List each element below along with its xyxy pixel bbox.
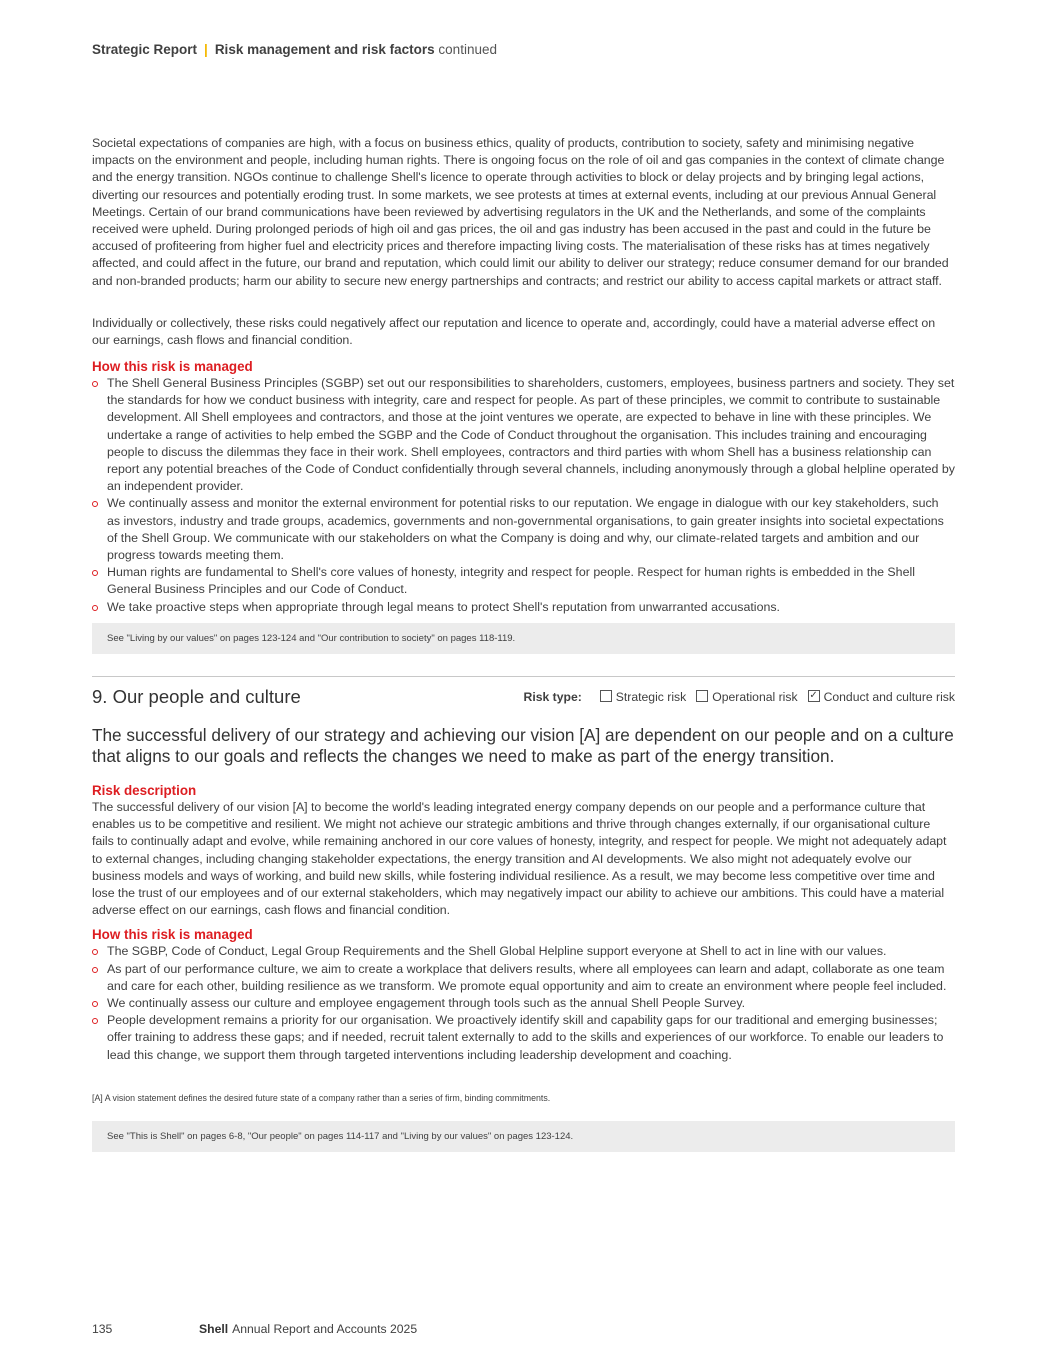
page-number: 135 bbox=[92, 1322, 113, 1336]
risk-type-conduct-label: Conduct and culture risk bbox=[823, 690, 955, 704]
page-footer bbox=[92, 1322, 418, 1336]
checkbox-unchecked-icon bbox=[600, 690, 612, 702]
risk-description-section bbox=[92, 782, 955, 1064]
managed-heading-2: How this risk is managed bbox=[92, 927, 253, 943]
list-item: Human rights are fundamental to Shell's core values of honesty, integrity and respect for people. Respect for human rights is embedded in the Shell General Business Principles and our Code of Conduct. bbox=[92, 564, 955, 598]
checkbox-checked-icon: ✓ bbox=[809, 690, 818, 701]
list-item: The Shell General Business Principles (SGBP) set out our responsibilities to shareholders, customers, employees, business partners and society. They set the standards for how we conduct business with integrity, care and respect for people. As part of these principles, we commit to contribute to sustainable development. All Shell employees and contractors, and those at the joint ventures we operate, are expected to behave in line with these principles. We undertake a range of activities to help embed the SGBP and the Code of Conduct throughout the organisation. This includes training and encouraging people to discuss the dilemmas they face in their work. Shell employees, contractors and third parties with whom Shell has a business relationship can report any potential breaches of the Code of Conduct confidentially through several channels, including anonymously through a global helpline operated by an independent provider. bbox=[92, 375, 955, 495]
footer-brand bbox=[199, 1322, 417, 1336]
header-title: Risk management and risk factors bbox=[214, 42, 435, 57]
header-suffix: continued bbox=[438, 42, 497, 57]
risk-type-strategic-label: Strategic risk bbox=[615, 690, 687, 704]
section-title: 9. Our people and culture bbox=[92, 686, 301, 707]
risk-type-conduct bbox=[808, 690, 955, 704]
risk-type-label: Risk type: bbox=[523, 690, 582, 704]
risk-type-operational-label: Operational risk bbox=[712, 690, 798, 704]
footer-publication: Annual Report and Accounts 2025 bbox=[232, 1322, 418, 1336]
risk-type-operational bbox=[696, 690, 797, 704]
footer-brand-name: Shell bbox=[199, 1322, 229, 1336]
managed-heading-1: How this risk is managed bbox=[92, 359, 253, 374]
list-item: People development remains a priority for our organisation. We proactively identify skill and capability gaps for our traditional and emerging businesses; offer training to address these gaps; and if needed, recruit talent externally to add to the skills and experiences of our workforce. To enable our leaders to lead this change, we support them through targeted interventions including leadership development and coaching. bbox=[92, 1012, 955, 1064]
running-header bbox=[92, 42, 497, 57]
checkbox-unchecked-icon bbox=[696, 690, 708, 702]
risk-management-section-1 bbox=[92, 358, 955, 616]
list-item: We continually assess and monitor the external environment for potential risks to our reputation. We engage in dialogue with our key stakeholders, such as investors, industry and trade groups, academics, governments and non-governmental organisations, to gain greater insights into societal expectations of the Shell Group. We communicate with our stakeholders on what the Company is doing and why, our climate-related targets and ambition and our progress towards meeting them. bbox=[92, 495, 955, 564]
list-item: The SGBP, Code of Conduct, Legal Group Requirements and the Shell Global Helpline support everyone at Shell to act in line with our values. bbox=[92, 943, 955, 960]
footnote: [A] A vision statement defines the desired future state of a company rather than a series of firm, binding commitments. bbox=[92, 1093, 551, 1103]
reference-box-2: See "This is Shell" on pages 6-8, "Our people" on pages 114-117 and "Living by our values" on pages 123-124. bbox=[92, 1121, 955, 1152]
intro-paragraph-2: Individually or collectively, these risks could negatively affect our reputation and licence to operate and, accordingly, could have a material adverse effect on our earnings, cash flows and financial condition. bbox=[92, 316, 936, 348]
intro-paragraph-1: Societal expectations of companies are high, with a focus on business ethics, quality of products, contribution to society, safety and minimising negative impacts on the environment and people, including human rights. There is ongoing focus on the role of oil and gas companies in the context of climate change and the energy transition. NGOs continue to challenge Shell's licence to operate through activities to block or delay projects and by bringing legal actions, diverting our resources and potentially eroding trust. In some markets, we see protests at times at external events, including at our previous Annual General Meetings. Certain of our brand communications have been reviewed by advertising regulators in the UK and the Netherlands, and some of the complaints received were upheld. During prolonged periods of high oil and gas prices, the oil and gas industry has been accused in the past and could in the future be accused of profiteering from higher fuel and electricity prices and therefore impacting living costs. The materialisation of these risks has at times negatively affected, and could affect in the future, our brand and reputation, which could limit our ability to deliver our strategy; reduce consumer demand for our branded and non-branded products; harm our ability to secure new energy partnerships and contracts; and restrict our ability to access capital markets or attract staff. bbox=[92, 136, 949, 288]
risk-description-heading: Risk description bbox=[92, 783, 197, 798]
section-lead: The successful delivery of our strategy and achieving our vision [A] are dependent on our people and on a culture that aligns to our goals and reflects the changes we need to make as part of the energy transition. bbox=[92, 725, 954, 766]
risk-description-text: The successful delivery of our vision [A] to become the world's leading integrated energy company depends on our people and a performance culture that enables us to be competitive and resilient. We might not achieve our strategic ambitions and thrive through changes externally, if our organisational culture fails to continually adapt and evolve, while remaining anchored in our core values of honesty, integrity, and respect for people. We might not adequately adapt to external changes, including changing stakeholder expectations, the energy transition and AI developments. We also might not adequately evolve our business models and ways of working, and build new skills, while fostering individual resilience. As a result, we may become less competitive over time and lose the trust of our employees and of our external stakeholders, which may negatively impact our ability to achieve our ambitions. This could have a material adverse effect on our earnings, cash flows and financial condition. bbox=[92, 800, 947, 918]
risk-type-legend bbox=[524, 690, 955, 704]
reference-box-1: See "Living by our values" on pages 123-124 and "Our contribution to society" on pages 118-119. bbox=[92, 623, 955, 654]
risk-type-strategic bbox=[600, 690, 686, 704]
list-item: As part of our performance culture, we aim to create a workplace that delivers results, where all employees can learn and adapt, collaborate as one team and care for each other, building resilience as we transform. We promote equal opportunity and aim to create an environment where people feel included. bbox=[92, 961, 955, 995]
header-section: Strategic Report bbox=[92, 42, 198, 57]
managed-list-2 bbox=[92, 943, 955, 1063]
list-item: We continually assess our culture and employee engagement through tools such as the annual Shell People Survey. bbox=[92, 995, 955, 1012]
managed-list-1 bbox=[92, 375, 955, 616]
header-separator: | bbox=[204, 42, 208, 57]
section-divider bbox=[92, 676, 955, 677]
list-item: We take proactive steps when appropriate through legal means to protect Shell's reputation from unwarranted accusations. bbox=[92, 599, 955, 616]
